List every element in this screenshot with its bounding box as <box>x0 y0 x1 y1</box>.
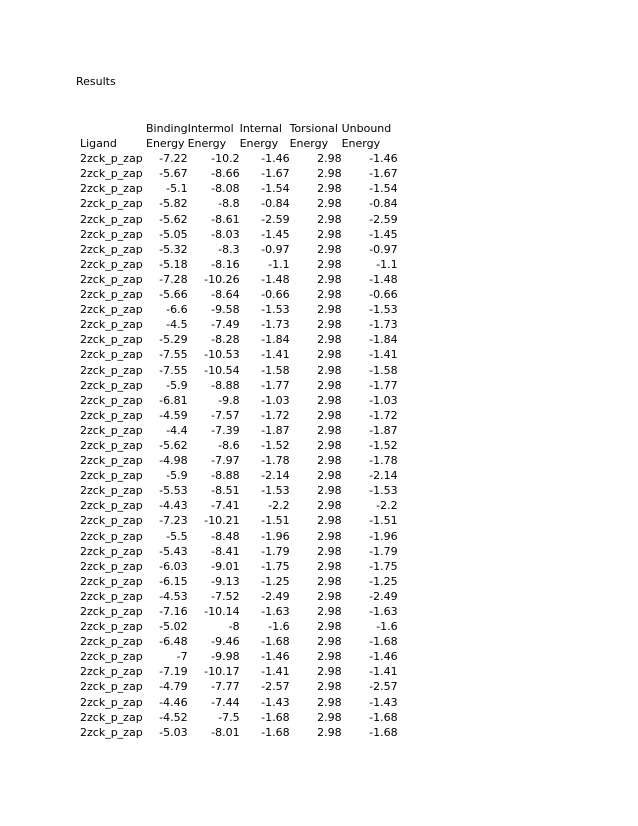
table-cell: -1.52 <box>261 438 290 452</box>
table-row <box>80 453 398 468</box>
table-cell: 2.98 <box>317 680 342 694</box>
table-row <box>80 679 398 694</box>
table-cell: -1.87 <box>369 423 398 437</box>
table-cell: -1.79 <box>369 544 398 558</box>
table-row <box>80 257 398 272</box>
results-table <box>80 121 398 740</box>
table-cell: -1.25 <box>261 574 290 588</box>
table-cell: -0.66 <box>369 288 398 302</box>
table-cell: 2.98 <box>317 544 342 558</box>
table-cell: -1.68 <box>261 725 290 739</box>
table-cell: 2.98 <box>317 152 342 166</box>
table-cell: 2.98 <box>317 725 342 739</box>
column-header <box>240 121 290 151</box>
table-row <box>80 332 398 347</box>
column-header-line: Internal <box>239 122 282 135</box>
column-header <box>188 121 240 151</box>
table-cell: -2.14 <box>261 469 290 483</box>
table-cell: -1.43 <box>369 695 398 709</box>
table-row <box>80 378 398 393</box>
table-cell: -5.18 <box>159 257 188 271</box>
table-cell: -8.64 <box>211 288 240 302</box>
table-cell: -8.6 <box>218 438 240 452</box>
table-cell: 2zck_p_zap <box>80 167 143 181</box>
table-cell: -1.48 <box>261 272 290 286</box>
table-cell: -1.58 <box>261 363 290 377</box>
table-cell: 2.98 <box>317 167 342 181</box>
table-cell: -5.5 <box>166 529 188 543</box>
table-row <box>80 529 398 544</box>
table-cell: 2.98 <box>317 514 342 528</box>
table-cell: -7.28 <box>159 272 188 286</box>
column-header-line: Energy <box>187 137 227 151</box>
table-cell: -1.73 <box>369 318 398 332</box>
table-cell: -10.2 <box>211 152 240 166</box>
table-cell: 2.98 <box>317 197 342 211</box>
table-row <box>80 468 398 483</box>
table-cell: 2.98 <box>317 272 342 286</box>
table-cell: -1.41 <box>261 665 290 679</box>
table-cell: 2zck_p_zap <box>80 469 143 483</box>
table-row <box>80 649 398 664</box>
column-header-line: Energy <box>146 137 185 151</box>
table-cell: 2.98 <box>317 257 342 271</box>
table-cell: -1.41 <box>369 348 398 362</box>
table-cell: -1.68 <box>369 725 398 739</box>
table-cell: -5.03 <box>159 725 188 739</box>
table-cell: 2.98 <box>317 605 342 618</box>
table-row <box>80 544 398 559</box>
table-cell: -1.96 <box>369 529 398 543</box>
table-cell: 2.98 <box>317 288 342 302</box>
table-cell: 2zck_p_zap <box>80 257 143 271</box>
table-cell: 2zck_p_zap <box>80 333 143 347</box>
table-cell: -7.57 <box>211 408 240 422</box>
table-cell: -10.54 <box>204 363 240 377</box>
table-row <box>80 166 398 181</box>
table-row <box>80 317 398 332</box>
table-row <box>80 634 398 649</box>
table-cell: -10.17 <box>204 665 240 679</box>
table-cell: 2.98 <box>317 303 342 317</box>
table-cell: -1.6 <box>376 620 398 634</box>
table-row <box>80 302 398 317</box>
table-row <box>80 498 398 513</box>
table-cell: 2.98 <box>317 635 342 649</box>
table-cell: -8.88 <box>211 378 240 392</box>
page-title: Results <box>76 75 116 88</box>
table-cell: -1.51 <box>369 514 398 528</box>
column-header <box>146 121 188 151</box>
table-cell: -8.03 <box>211 227 240 241</box>
table-cell: -1.68 <box>369 635 398 649</box>
table-cell: -5.66 <box>159 288 188 302</box>
table-cell: -8.48 <box>211 529 240 543</box>
table-cell: -7.77 <box>211 680 240 694</box>
table-cell: 2.98 <box>317 363 342 377</box>
table-cell: -5.62 <box>159 212 188 226</box>
table-cell: -6.48 <box>159 635 188 649</box>
table-cell: -2.57 <box>261 680 290 694</box>
table-cell: -10.26 <box>204 272 240 286</box>
table-cell: 2.98 <box>317 348 342 362</box>
table-cell: 2zck_p_zap <box>80 725 143 739</box>
table-cell: -1.25 <box>369 574 398 588</box>
table-cell: -1.48 <box>369 272 398 286</box>
table-cell: 2zck_p_zap <box>80 197 143 211</box>
table-cell: 2zck_p_zap <box>80 559 143 573</box>
table-cell: -7.5 <box>218 710 240 724</box>
table-cell: -7.41 <box>211 499 240 513</box>
table-row <box>80 408 398 423</box>
table-cell: -2.49 <box>261 589 290 603</box>
table-cell: -2.2 <box>268 499 290 513</box>
table-cell: -1.72 <box>369 408 398 422</box>
table-cell: 2zck_p_zap <box>80 589 143 603</box>
table-cell: -7.39 <box>211 423 240 437</box>
table-cell: 2zck_p_zap <box>80 152 143 166</box>
table-row <box>80 725 398 740</box>
table-cell: -1.63 <box>369 605 398 618</box>
table-cell: -1.1 <box>376 257 398 271</box>
table-cell: -4.46 <box>159 695 188 709</box>
table-row <box>80 287 398 302</box>
table-cell: -1.54 <box>261 182 290 196</box>
table-row <box>80 589 398 604</box>
table-cell: 2.98 <box>317 438 342 452</box>
table-cell: 2zck_p_zap <box>80 499 143 513</box>
table-cell: -1.52 <box>369 438 398 452</box>
table-row <box>80 604 398 619</box>
table-cell: 2.98 <box>317 650 342 664</box>
table-cell: -2.59 <box>261 212 290 226</box>
table-cell: -2.59 <box>369 212 398 226</box>
table-cell: 2zck_p_zap <box>80 680 143 694</box>
table-cell: 2.98 <box>317 499 342 513</box>
table-cell: -1.68 <box>261 710 290 724</box>
table-cell: -1.54 <box>369 182 398 196</box>
table-cell: -1.46 <box>369 650 398 664</box>
table-cell: 2zck_p_zap <box>80 408 143 422</box>
table-cell: -6.03 <box>159 559 188 573</box>
column-header-line: Energy <box>289 137 329 151</box>
table-cell: -1.53 <box>369 484 398 498</box>
table-row <box>80 272 398 287</box>
table-cell: 2.98 <box>317 212 342 226</box>
table-cell: 2zck_p_zap <box>80 182 143 196</box>
table-cell: -6.81 <box>159 393 188 407</box>
table-row <box>80 483 398 498</box>
table-row <box>80 363 398 378</box>
table-cell: -8.51 <box>211 484 240 498</box>
column-header-line: Energy <box>239 137 279 151</box>
table-cell: -4.79 <box>159 680 188 694</box>
table-cell: 2.98 <box>317 242 342 256</box>
table-cell: -5.43 <box>159 544 188 558</box>
table-cell: -9.98 <box>211 650 240 664</box>
table-cell: -10.53 <box>204 348 240 362</box>
table-cell: -7.97 <box>211 454 240 468</box>
table-cell: -10.21 <box>204 514 240 528</box>
table-cell: 2zck_p_zap <box>80 574 143 588</box>
table-cell: 2zck_p_zap <box>80 529 143 543</box>
table-cell: 2.98 <box>317 484 342 498</box>
table-row <box>80 574 398 589</box>
table-cell: -0.84 <box>261 197 290 211</box>
table-body <box>80 151 398 740</box>
table-cell: -5.9 <box>166 469 188 483</box>
table-cell: 2zck_p_zap <box>80 454 143 468</box>
table-cell: 2zck_p_zap <box>80 318 143 332</box>
table-cell: -4.4 <box>166 423 188 437</box>
table-cell: -0.84 <box>369 197 398 211</box>
table-row <box>80 196 398 211</box>
table-cell: 2zck_p_zap <box>80 378 143 392</box>
table-cell: 2.98 <box>317 620 342 634</box>
table-cell: -7.16 <box>159 605 188 618</box>
table-cell: -1.46 <box>369 152 398 166</box>
table-cell: 2zck_p_zap <box>80 288 143 302</box>
column-header-line: Torsional <box>289 122 338 135</box>
table-cell: -1.67 <box>369 167 398 181</box>
table-cell: -1.6 <box>268 620 290 634</box>
table-cell: -7 <box>176 650 188 664</box>
table-cell: -7.44 <box>211 695 240 709</box>
table-cell: -1.79 <box>261 544 290 558</box>
table-cell: 2.98 <box>317 574 342 588</box>
table-cell: 2.98 <box>317 469 342 483</box>
table-cell: -2.49 <box>369 589 398 603</box>
table-cell: 2.98 <box>317 333 342 347</box>
table-cell: -1.63 <box>261 605 290 618</box>
table-cell: -4.53 <box>159 589 188 603</box>
column-header-line: Ligand <box>80 137 117 151</box>
table-row <box>80 242 398 257</box>
table-cell: -6.15 <box>159 574 188 588</box>
table-cell: -1.72 <box>261 408 290 422</box>
table-cell: -5.02 <box>159 620 188 634</box>
table-row <box>80 438 398 453</box>
table-cell: -7.52 <box>211 589 240 603</box>
table-cell: -1.41 <box>369 665 398 679</box>
table-cell: 2.98 <box>317 710 342 724</box>
table-cell: -5.53 <box>159 484 188 498</box>
table-cell: -5.82 <box>159 197 188 211</box>
table-cell: 2zck_p_zap <box>80 484 143 498</box>
table-cell: -8 <box>228 620 240 634</box>
table-cell: -7.55 <box>159 348 188 362</box>
table-cell: -7.19 <box>159 665 188 679</box>
table-cell: -4.43 <box>159 499 188 513</box>
table-cell: -1.03 <box>261 393 290 407</box>
column-header <box>290 121 342 151</box>
table-cell: -1.77 <box>369 378 398 392</box>
table-cell: 2zck_p_zap <box>80 393 143 407</box>
table-cell: -1.84 <box>369 333 398 347</box>
table-cell: -1.1 <box>268 257 290 271</box>
table-cell: -1.68 <box>261 635 290 649</box>
table-cell: -1.53 <box>261 484 290 498</box>
table-cell: -1.53 <box>369 303 398 317</box>
table-cell: -5.05 <box>159 227 188 241</box>
column-header-line: Energy <box>341 137 381 151</box>
table-cell: -1.75 <box>261 559 290 573</box>
table-cell: -0.97 <box>261 242 290 256</box>
table-cell: -1.75 <box>369 559 398 573</box>
table-cell: -1.78 <box>261 454 290 468</box>
table-row <box>80 423 398 438</box>
column-header-line: Intermol <box>187 122 234 135</box>
table-cell: -9.46 <box>211 635 240 649</box>
table-cell: -1.78 <box>369 454 398 468</box>
table-cell: -4.5 <box>166 318 188 332</box>
column-header <box>342 121 398 151</box>
table-cell: -5.9 <box>166 378 188 392</box>
table-cell: -10.14 <box>204 605 240 618</box>
table-cell: -5.32 <box>159 242 188 256</box>
table-row <box>80 664 398 679</box>
table-row <box>80 181 398 196</box>
table-cell: -8.16 <box>211 257 240 271</box>
table-cell: -1.58 <box>369 363 398 377</box>
table-cell: 2zck_p_zap <box>80 348 143 362</box>
table-cell: -1.68 <box>369 710 398 724</box>
table-cell: 2zck_p_zap <box>80 514 143 528</box>
table-cell: -8.3 <box>218 242 240 256</box>
table-cell: 2zck_p_zap <box>80 695 143 709</box>
table-row <box>80 151 398 166</box>
table-cell: 2zck_p_zap <box>80 227 143 241</box>
table-cell: -9.58 <box>211 303 240 317</box>
table-cell: 2.98 <box>317 227 342 241</box>
column-header-line: Binding <box>146 122 188 135</box>
table-cell: -0.66 <box>261 288 290 302</box>
table-cell: -8.88 <box>211 469 240 483</box>
table-cell: -2.14 <box>369 469 398 483</box>
table-cell: -8.8 <box>218 197 240 211</box>
table-cell: -2.57 <box>369 680 398 694</box>
table-row <box>80 710 398 725</box>
table-cell: 2.98 <box>317 665 342 679</box>
table-cell: 2zck_p_zap <box>80 212 143 226</box>
table-cell: 2.98 <box>317 318 342 332</box>
table-row <box>80 393 398 408</box>
table-cell: -5.29 <box>159 333 188 347</box>
table-cell: -1.87 <box>261 423 290 437</box>
table-row <box>80 695 398 710</box>
table-cell: 2zck_p_zap <box>80 423 143 437</box>
table-row <box>80 347 398 362</box>
table-row <box>80 227 398 242</box>
table-cell: 2.98 <box>317 393 342 407</box>
table-cell: -5.1 <box>166 182 188 196</box>
table-cell: -1.53 <box>261 303 290 317</box>
table-cell: -1.46 <box>261 650 290 664</box>
table-cell: 2zck_p_zap <box>80 665 143 679</box>
table-row <box>80 559 398 574</box>
table-cell: -8.61 <box>211 212 240 226</box>
table-cell: 2.98 <box>317 408 342 422</box>
table-cell: -8.66 <box>211 167 240 181</box>
table-cell: -1.96 <box>261 529 290 543</box>
column-header <box>80 121 146 151</box>
table-cell: -8.28 <box>211 333 240 347</box>
table-cell: -1.84 <box>261 333 290 347</box>
table-cell: 2zck_p_zap <box>80 710 143 724</box>
table-cell: -1.67 <box>261 167 290 181</box>
table-cell: -1.77 <box>261 378 290 392</box>
table-cell: -2.2 <box>376 499 398 513</box>
table-cell: -1.73 <box>261 318 290 332</box>
table-cell: -8.41 <box>211 544 240 558</box>
table-cell: -7.22 <box>159 152 188 166</box>
table-cell: -8.01 <box>211 725 240 739</box>
table-row <box>80 619 398 634</box>
table-cell: -9.13 <box>211 574 240 588</box>
table-cell: 2.98 <box>317 378 342 392</box>
header-row <box>80 121 398 151</box>
table-row <box>80 513 398 528</box>
table-cell: -1.43 <box>261 695 290 709</box>
table-cell: 2.98 <box>317 182 342 196</box>
table-cell: -8.08 <box>211 182 240 196</box>
table-cell: 2.98 <box>317 559 342 573</box>
table-cell: 2zck_p_zap <box>80 620 143 634</box>
table-cell: -4.52 <box>159 710 188 724</box>
table-cell: 2.98 <box>317 695 342 709</box>
table-cell: -1.41 <box>261 348 290 362</box>
table-cell: -1.45 <box>369 227 398 241</box>
table-cell: -6.6 <box>166 303 188 317</box>
table-cell: 2.98 <box>317 454 342 468</box>
table-cell: 2zck_p_zap <box>80 650 143 664</box>
table-cell: -1.46 <box>261 152 290 166</box>
table-cell: -7.55 <box>159 363 188 377</box>
table-cell: 2zck_p_zap <box>80 363 143 377</box>
table-cell: 2.98 <box>317 529 342 543</box>
table-cell: -1.45 <box>261 227 290 241</box>
column-header-line: Unbound <box>341 122 392 135</box>
table-cell: -7.49 <box>211 318 240 332</box>
table-cell: -1.03 <box>369 393 398 407</box>
table-cell: 2.98 <box>317 589 342 603</box>
table-cell: 2zck_p_zap <box>80 438 143 452</box>
table-cell: -4.59 <box>159 408 188 422</box>
table-cell: 2zck_p_zap <box>80 635 143 649</box>
table-cell: -5.67 <box>159 167 188 181</box>
table-cell: 2zck_p_zap <box>80 544 143 558</box>
table-cell: 2zck_p_zap <box>80 303 143 317</box>
table-row <box>80 212 398 227</box>
table-cell: -9.8 <box>218 393 240 407</box>
table-cell: -5.62 <box>159 438 188 452</box>
table-cell: 2zck_p_zap <box>80 242 143 256</box>
table-cell: -1.51 <box>261 514 290 528</box>
table-cell: -7.23 <box>159 514 188 528</box>
table-cell: 2zck_p_zap <box>80 272 143 286</box>
table-cell: 2zck_p_zap <box>80 605 143 618</box>
table-cell: 2.98 <box>317 423 342 437</box>
table-cell: -9.01 <box>211 559 240 573</box>
table-cell: -0.97 <box>369 242 398 256</box>
table-cell: -4.98 <box>159 454 188 468</box>
